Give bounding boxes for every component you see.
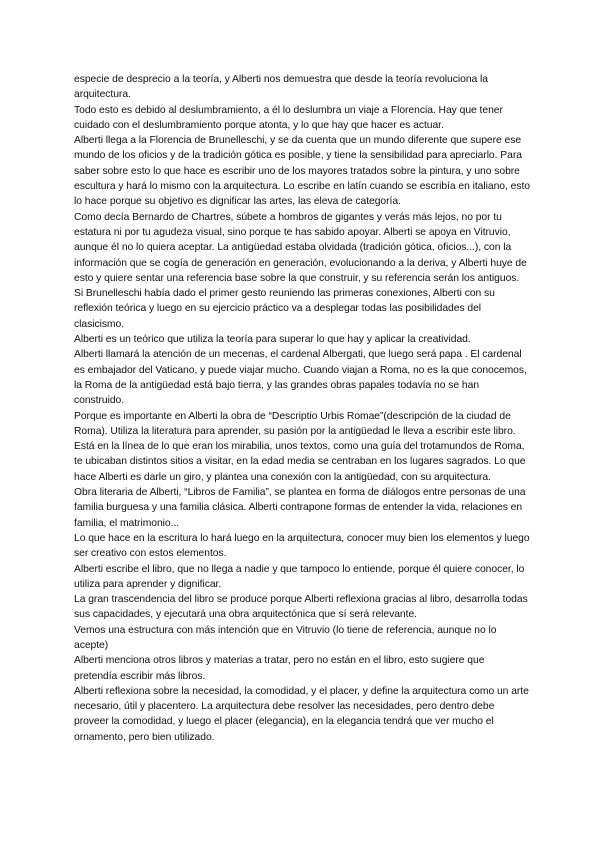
paragraph: Lo que hace en la escritura lo hará luego en la arquitectura, conocer muy bien los elementos y luego ser creativo con estos elementos. [74,532,530,560]
paragraph: Alberti es un teórico que utiliza la teoría para superar lo que hay y aplicar la creatividad. [74,334,471,346]
paragraph: Obra literaria de Alberti, “Libros de Familia”, se plantea en forma de diálogos entre personas de una familia burguesa y una familia clásica. Alberti contrapone formas de entender la vida, relaciones en familia, el matrimonio... [74,487,526,529]
paragraph: Porque es importante en Alberti la obra de “Descriptio Urbis Romae”(descripción de la ciudad de Roma). Utiliza la literatura para aprender, su pasión por la antigüedad le lleva a escribir este libro. Está en la línea de lo que eran los mirabilia, unos textos, como una guía del trotamundos de Roma, te ubicaban distintos sitios a visitar, en la edad media se centraban en los lugares sagrados. Lo que hace Alberti es darle un giro, y plantea una conexión con la antigüedad, con su arquitectura. [74,410,526,483]
paragraph: especie de desprecio a la teoría, y Alberti nos demuestra que desde la teoría revoluciona la arquitectura. [74,74,489,101]
paragraph: Alberti llamará la atención de un mecenas, el cardenal Albergati, que luego será papa . El cardenal es embajador del Vaticano, y puede viajar mucho. Cuando viajan a Roma, no es la que conocemos, la Roma de la antigüedad está bajo tierra, y las grandes obras papales todavía no se han construido. [74,349,527,407]
paragraph: Alberti llega a la Florencia de Brunelleschi, y se da cuenta que un mundo diferente que supere ese mundo de los oficios y de la tradición gótica es posible, y tiene la sensibilidad para apreciarlo. Para saber sobre esto lo que hace es escribir uno de los mayores tratados sobre la pintura, y uno sobre escultura y hará lo mismo con la arquitectura. Lo escribe en latín cuando se escribía en italiano, esto lo hace porque su objetivo es dignificar las artes, las eleva de categoría. [74,135,530,208]
paragraph: Como decía Bernardo de Chartres, súbete a hombros de gigantes y verás más lejos, no por tu estatura ni por tu agudeza visual, sino porque te has sabido apoyar. Alberti se apoya en Vitruvio, aunque él no lo quiera aceptar. La antigüedad estaba olvidada (tradición gótica, oficios...), con la información que se cogía de generación en generación, evolucionando a la deriva, y Alberti huye de esto y quiere sentar una referencia base sobre la que construir, y su referencia serán los antiguos. [74,211,527,284]
paragraph: Alberti menciona otros libros y materias a tratar, pero no están en el libro, esto sugiere que pretendía escribir más libros. [74,655,485,682]
body-text [74,72,530,745]
paragraph: La gran trascendencia del libro se produce porque Alberti reflexiona gracias al libro, desarrolla todas sus capacidades, y ejecutará una obra arquitectónica que sí será relevante. [74,594,528,621]
paragraph: Vemos una estructura con más intención que en Vitruvio (lo tiene de referencia, aunque no lo acepte) [74,624,497,651]
paragraph: Alberti reflexiona sobre la necesidad, la comodidad, y el placer, y define la arquitectura como un arte necesario, útil y placentero. La arquitectura debe resolver las necesidades, pero dentro debe proveer la comodidad, y luego el placer (elegancia), en la elegancia tendrá que ver mucho el ornamento, pero bien utilizado. [74,685,529,743]
paragraph: Alberti escribe el libro, que no llega a nadie y que tampoco lo entiende, porque él quiere conocer, lo utiliza para aprender y dignificar. [74,563,525,590]
paragraph: Si Brunelleschi había dado el primer gesto reuniendo las primeras conexiones, Alberti con su reflexión teórica y luego en su ejercicio práctico va a desplegar todas las posibilidades del clasicismo. [74,288,495,330]
paragraph: Todo esto es debido al deslumbramiento, a él lo deslumbra un viaje a Florencia. Hay que tener cuidado con el deslumbramiento porque atonta, y lo que hay que hacer es actuar. [74,104,503,131]
